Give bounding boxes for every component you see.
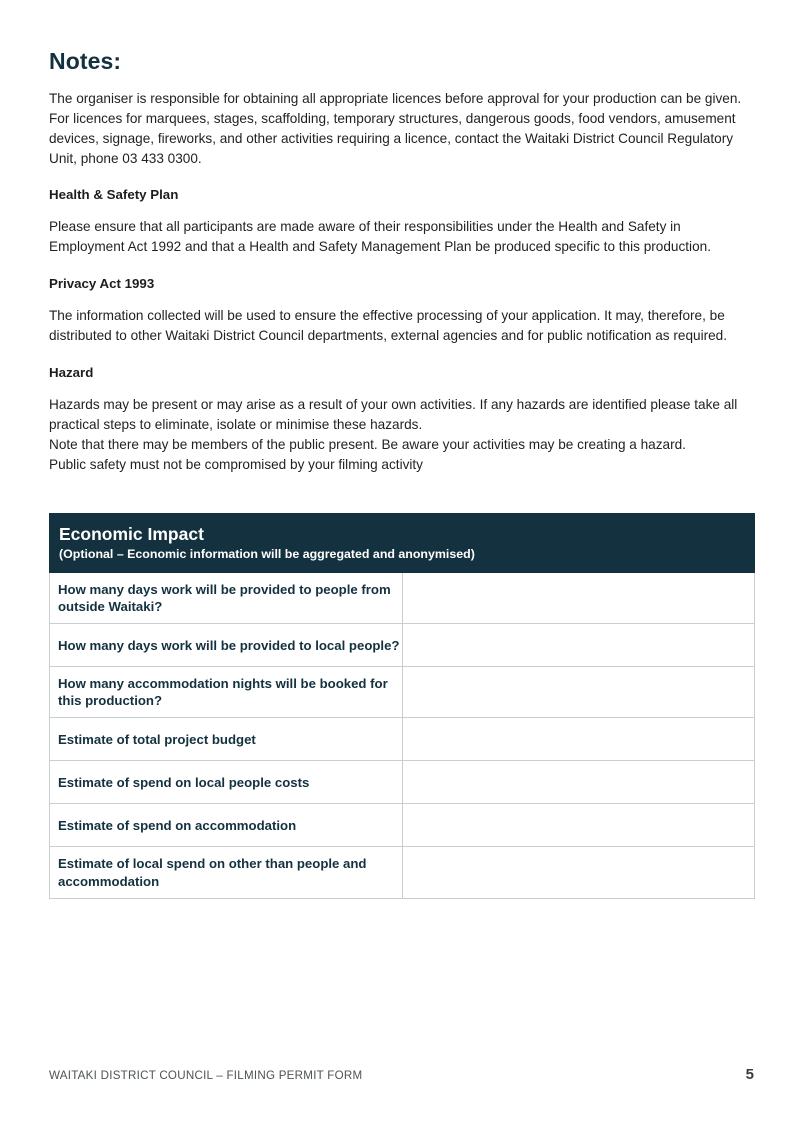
section-heading-health-safety: Health & Safety Plan — [49, 187, 179, 203]
economic-impact-banner — [50, 514, 755, 573]
row-label-spend-accommodation: Estimate of spend on accommodation — [50, 804, 403, 847]
economic-impact-table-body — [50, 514, 755, 899]
table-row — [50, 761, 755, 804]
footer-page-number: 5 — [745, 1066, 754, 1083]
page-footer — [49, 1066, 754, 1083]
notes-intro-paragraph: The organiser is responsible for obtaining all appropriate licences before approval for your production can be given. For licences for marquees, stages, scaffolding, temporary structures, dangerous goods, food vendors, amusement devices, signage, fireworks, and other activities requiring a licence, contact the Waitaki District Council Regulatory Unit, phone 03 433 0300. — [49, 90, 742, 166]
row-input-spend-local-people-costs[interactable] — [402, 761, 755, 804]
table-row — [50, 624, 755, 667]
row-label-days-work-outside-waitaki: How many days work will be provided to people from outside Waitaki? — [50, 572, 403, 623]
page-content — [49, 48, 755, 899]
economic-impact-banner-row — [50, 514, 755, 573]
economic-impact-title: Economic Impact — [59, 524, 204, 545]
privacy-act-paragraph: The information collected will be used to ensure the effective processing of your application. It may, therefore, be distributed to other Waitaki District Council departments, external agencies and for public notification as required. — [49, 308, 728, 344]
section-heading-hazard: Hazard — [49, 365, 94, 381]
economic-impact-table — [49, 513, 755, 899]
footer-document-name: WAITAKI DISTRICT COUNCIL – FILMING PERMIT FORM — [49, 1069, 363, 1082]
row-input-days-work-local-people[interactable] — [402, 624, 755, 667]
row-input-total-project-budget[interactable] — [402, 718, 755, 761]
row-input-local-spend-other[interactable] — [402, 847, 755, 898]
economic-impact-subtitle: (Optional – Economic information will be aggregated and anonymised) — [59, 547, 475, 562]
row-label-local-spend-other: Estimate of local spend on other than people and accommodation — [50, 847, 403, 898]
hazard-paragraph-2: Note that there may be members of the public present. Be aware your activities may be creating a hazard. — [49, 437, 686, 453]
table-row — [50, 667, 755, 718]
table-row — [50, 718, 755, 761]
table-row — [50, 804, 755, 847]
row-label-accommodation-nights: How many accommodation nights will be booked for this production? — [50, 667, 403, 718]
row-label-days-work-local-people: How many days work will be provided to local people? — [50, 624, 403, 667]
row-input-accommodation-nights[interactable] — [402, 667, 755, 718]
row-input-days-work-outside-waitaki[interactable] — [402, 572, 755, 623]
row-input-spend-accommodation[interactable] — [402, 804, 755, 847]
table-row — [50, 847, 755, 898]
table-row — [50, 572, 755, 623]
row-label-total-project-budget: Estimate of total project budget — [50, 718, 403, 761]
section-heading-privacy-act: Privacy Act 1993 — [49, 276, 155, 292]
health-safety-paragraph: Please ensure that all participants are made aware of their responsibilities under the Health and Safety in Employment Act 1992 and that a Health and Safety Management Plan be produced specific to this production. — [49, 219, 711, 255]
row-label-spend-local-people-costs: Estimate of spend on local people costs — [50, 761, 403, 804]
page-title: Notes: — [49, 48, 122, 74]
hazard-paragraph-1: Hazards may be present or may arise as a result of your own activities. If any hazards are identified please take all practical steps to eliminate, isolate or minimise these hazards. — [49, 397, 738, 433]
hazard-paragraph-3: Public safety must not be compromised by your filming activity — [49, 457, 423, 473]
